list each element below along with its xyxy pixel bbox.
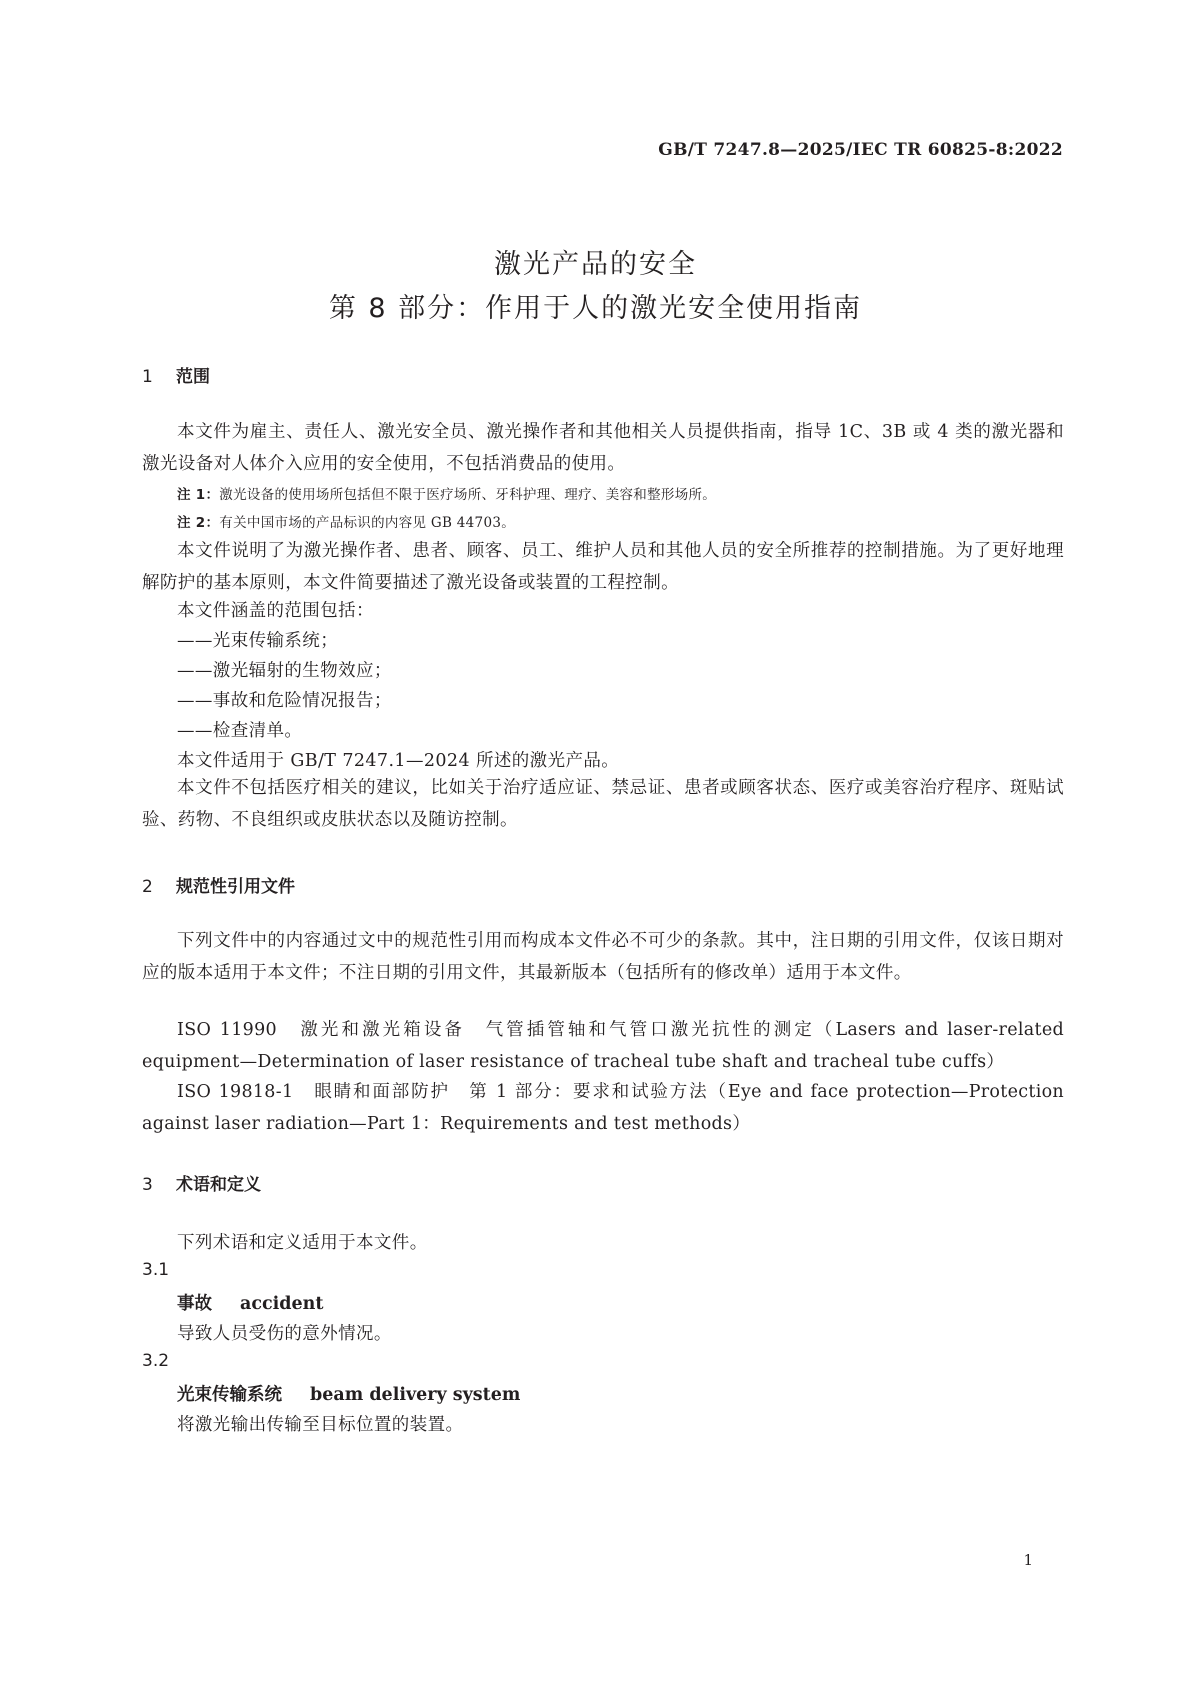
note-1 [177,483,716,503]
term-number: 3.1 [142,1260,170,1280]
scope-item: ——事故和危险情况报告； [177,691,392,711]
section-title: 术语和定义 [176,1175,261,1195]
normative-references-paragraph: 下列文件中的内容通过文中的规范性引用而构成本文件必不可少的条款。其中，注日期的引用文件，仅该日期对应的版本适用于本文件；不注日期的引用文件，其最新版本（包括所有的修改单）适用于本文件。 [142,931,1064,983]
term-number: 3.2 [142,1351,170,1371]
section-title: 范围 [176,367,210,387]
term-zh: 事故 [177,1294,212,1314]
term-definition: 导致人员受伤的意外情况。 [177,1324,392,1344]
term-en: accident [240,1294,324,1314]
section-2-heading [142,872,295,897]
note-label: 注 2： [177,515,220,531]
note-2 [177,511,515,531]
section-number: 3 [142,1175,153,1195]
document-title-line-2: 第 8 部分：作用于人的激光安全使用指南 [328,293,863,324]
section-number: 2 [142,877,153,897]
scope-paragraph-1: 本文件为雇主、责任人、激光安全员、激光操作者和其他相关人员提供指南，指导 1C、3B 或 4 类的激光器和激光设备对人体介入应用的安全使用，不包括消费品的使用。 [142,422,1064,474]
scope-item: ——检查清单。 [177,721,303,741]
term-heading [177,1381,520,1406]
document-title-line-1: 激光产品的安全 [494,249,697,280]
standard-number: GB/T 7247.8—2025/IEC TR 60825-8:2022 [658,140,1063,160]
note-text: 激光设备的使用场所包括但不限于医疗场所、牙科护理、理疗、美容和整形场所。 [219,487,717,503]
note-label: 注 1： [177,487,220,503]
note-text: 有关中国市场的产品标识的内容见 GB 44703。 [219,515,516,531]
scope-item: ——光束传输系统； [177,631,339,651]
section-title: 规范性引用文件 [176,877,295,897]
section-3-heading [142,1170,261,1195]
scope-paragraph-2: 本文件说明了为激光操作者、患者、顾客、员工、维护人员和其他人员的安全所推荐的控制措施。为了更好地理解防护的基本原则，本文件简要描述了激光设备或装置的工程控制。 [142,541,1064,593]
scope-item: ——激光辐射的生物效应； [177,661,392,681]
term-zh: 光束传输系统 [177,1385,282,1405]
section-1-heading [142,362,210,387]
scope-paragraph-3: 本文件适用于 GB/T 7247.1—2024 所述的激光产品。 [177,751,620,771]
scope-paragraph-4: 本文件不包括医疗相关的建议，比如关于治疗适应证、禁忌证、患者或顾客状态、医疗或美容治疗程序、斑贴试验、药物、不良组织或皮肤状态以及随访控制。 [142,778,1064,830]
term-en: beam delivery system [310,1385,521,1405]
scope-intro: 本文件涵盖的范围包括： [177,601,374,621]
reference-iso-11990: ISO 11990 激光和激光箱设备 气管插管轴和气管口激光抗性的测定（Lasers and laser-related equipment—Determination of laser resistance of tracheal tube shaft and tracheal tube cuffs） [142,1020,1064,1072]
terms-intro: 下列术语和定义适用于本文件。 [177,1233,428,1253]
term-definition: 将激光输出传输至目标位置的装置。 [177,1415,464,1435]
term-heading [177,1290,323,1315]
reference-iso-19818-1: ISO 19818-1 眼睛和面部防护 第 1 部分：要求和试验方法（Eye and face protection—Protection against laser radiation—Part 1：Requirements and test methods） [142,1082,1064,1134]
section-number: 1 [142,367,153,387]
page-number: 1 [1023,1551,1033,1569]
